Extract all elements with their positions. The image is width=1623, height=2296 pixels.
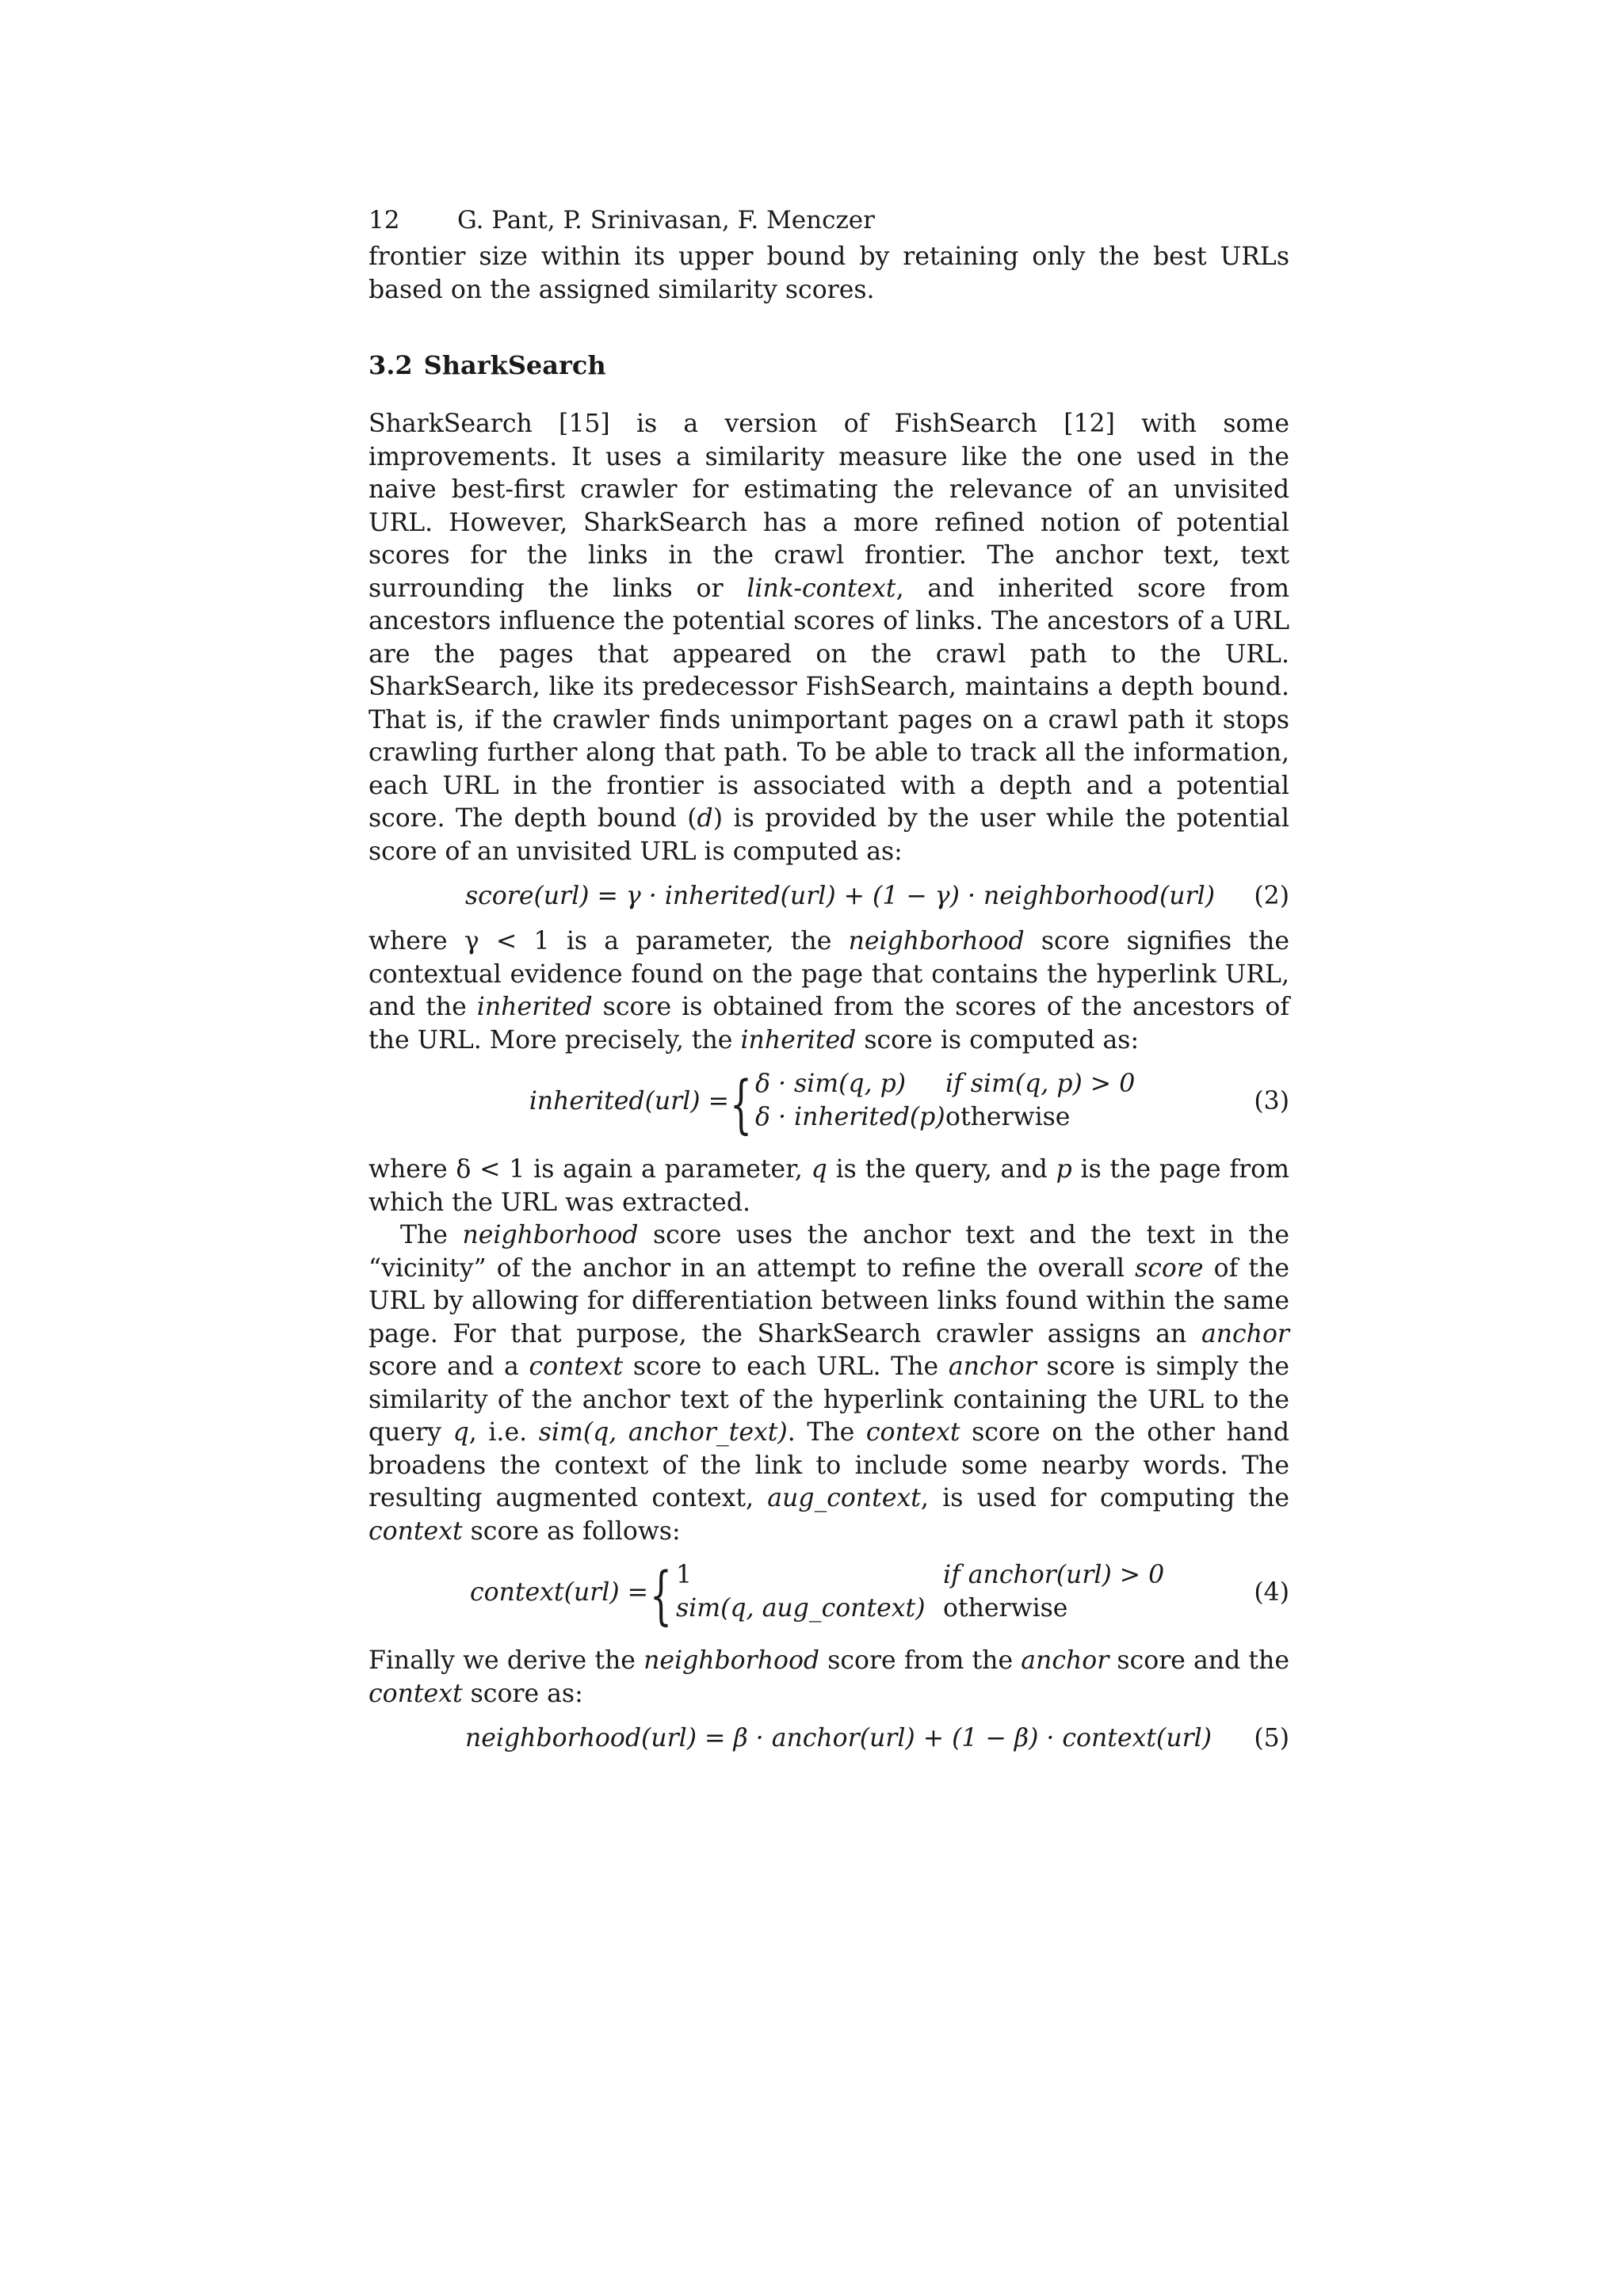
text-run: score and the: [1109, 1646, 1289, 1675]
equation-number: (3): [1254, 1087, 1289, 1116]
math-var: q: [453, 1418, 469, 1447]
case-expression: 1: [676, 1561, 693, 1589]
emphasis-term: inherited: [740, 1025, 857, 1055]
text-run: , and inherited score from ancestors influence the potential scores of links. The ancestors of a URL are the pages that appeared on the crawl path to the URL. SharkSearch, like its predecessor FishSearch, maintains a depth bound. That is, if the crawler finds unimportant pages on a crawl path it stops crawling further along that path. To be able to track all the information, each URL in the frontier is associated with a depth and a potential score. The depth bound (: [369, 574, 1289, 833]
case-expression: δ · sim(q, p): [755, 1070, 907, 1098]
math-var: p: [1056, 1155, 1072, 1184]
paragraph-neighborhood: [369, 1219, 1289, 1548]
paragraph-sharksearch-intro: [369, 408, 1289, 868]
text-run: ) is provided by the user while the potential score of an unvisited URL is computed as:: [369, 804, 1289, 866]
text-run: is the query, and: [827, 1155, 1056, 1184]
emphasis-term: context: [529, 1352, 624, 1381]
emphasis-term: anchor: [948, 1352, 1037, 1381]
emphasis-term: context: [369, 1516, 463, 1546]
left-brace-icon: {: [650, 1558, 672, 1632]
equation-number: (2): [1254, 882, 1289, 910]
case-expression: sim(q, aug_context): [676, 1594, 926, 1623]
emphasis-term: score: [1135, 1253, 1204, 1283]
text-run: , is used for computing the: [920, 1484, 1289, 1512]
text-run: The: [400, 1221, 463, 1249]
text-run: , i.e.: [468, 1418, 539, 1447]
author-list: G. Pant, P. Srinivasan, F. Menczer: [457, 206, 875, 235]
emphasis-term: context: [865, 1418, 960, 1447]
text-run: score as follows:: [462, 1516, 681, 1546]
text-run: where γ < 1 is a parameter, the: [369, 927, 849, 955]
case-condition: if sim(q, p) > 0: [945, 1070, 1136, 1098]
text-run: is the page from which the URL was extracted.: [369, 1155, 1290, 1217]
text-run: score is obtained from the scores of the ancestors of the URL. More precisely, the: [369, 993, 1289, 1055]
case-expression: δ · inherited(p): [755, 1103, 945, 1131]
emphasis-term: aug_context: [767, 1484, 921, 1512]
left-brace-icon: {: [730, 1067, 752, 1141]
emphasis-term: neighborhood: [643, 1646, 820, 1675]
equation-lhs: inherited(url) =: [529, 1087, 729, 1116]
equation-2: [369, 868, 1289, 925]
section-number: 3.2: [369, 350, 413, 380]
emphasis-term: anchor: [1201, 1319, 1289, 1348]
paragraph-finally: [369, 1645, 1289, 1711]
math-var: d: [697, 804, 713, 833]
equation-4: [369, 1548, 1289, 1645]
emphasis-term: link-context: [747, 574, 896, 603]
text-run: where δ < 1 is again a parameter,: [369, 1155, 812, 1184]
paragraph-delta: [369, 1154, 1289, 1219]
text-run: score and a: [369, 1352, 529, 1381]
equation-lhs: context(url) =: [469, 1578, 648, 1607]
section-title: SharkSearch: [423, 350, 606, 380]
paragraph-gamma: [369, 925, 1289, 1057]
text-run: score to each URL. The: [623, 1352, 949, 1381]
equation-5: [369, 1711, 1289, 1768]
text-run: score on the other hand broadens the context of the link to include some nearby words. The resulting augmented context,: [369, 1418, 1289, 1512]
text-run: score uses the anchor text and the text in the “vicinity” of the anchor in an attempt to refine the overall: [369, 1221, 1289, 1283]
emphasis-term: inherited: [476, 993, 593, 1021]
equation-3: [369, 1057, 1289, 1154]
case-condition: otherwise: [943, 1594, 1068, 1623]
text-run: SharkSearch [15] is a version of FishSearch [12] with some improvements. It uses a similarity measure like the one used in the naive best-first crawler for estimating the relevance of an unvisited URL. However, SharkSearch has a more refined notion of potential scores for the links in the crawl frontier. The anchor text, text surrounding the links or: [369, 410, 1289, 603]
text-run: of the URL by allowing for differentiation between links found within the same page. For that purpose, the SharkSearch crawler assigns an: [369, 1253, 1289, 1348]
running-head: [369, 204, 1289, 236]
emphasis-term: context: [369, 1679, 463, 1708]
intro-paragraph: frontier size within its upper bound by retaining only the best URLs based on the assigned similarity scores.: [369, 242, 1289, 304]
math-var: q: [811, 1155, 827, 1184]
case-condition: if anchor(url) > 0: [943, 1561, 1165, 1589]
equation-number: (5): [1254, 1724, 1289, 1753]
text-run: score from the: [819, 1646, 1022, 1675]
case-condition: otherwise: [945, 1103, 1071, 1131]
section-heading: [369, 349, 1289, 381]
text-run: score as:: [462, 1679, 583, 1708]
text-run: . The: [787, 1418, 866, 1447]
text-run: score is computed as:: [856, 1025, 1140, 1055]
text-run: Finally we derive the: [369, 1646, 644, 1675]
page-number: 12: [369, 206, 400, 235]
math-expression: sim(q, anchor_text): [538, 1418, 788, 1447]
emphasis-term: neighborhood: [848, 927, 1025, 955]
text-run: score is simply the similarity of the anchor text of the hyperlink containing the URL to the query: [369, 1352, 1289, 1447]
paper-page: [369, 204, 1289, 1768]
emphasis-term: neighborhood: [462, 1221, 639, 1249]
equation-number: (4): [1254, 1578, 1289, 1607]
emphasis-term: anchor: [1021, 1646, 1109, 1675]
equation-body: score(url) = γ · inherited(url) + (1 − γ) · neighborhood(url): [465, 882, 1215, 910]
text-run: score signifies the contextual evidence found on the page that contains the hyperlink URL, and the: [369, 927, 1289, 1021]
equation-body: neighborhood(url) = β · anchor(url) + (1 − β) · context(url): [465, 1724, 1212, 1753]
